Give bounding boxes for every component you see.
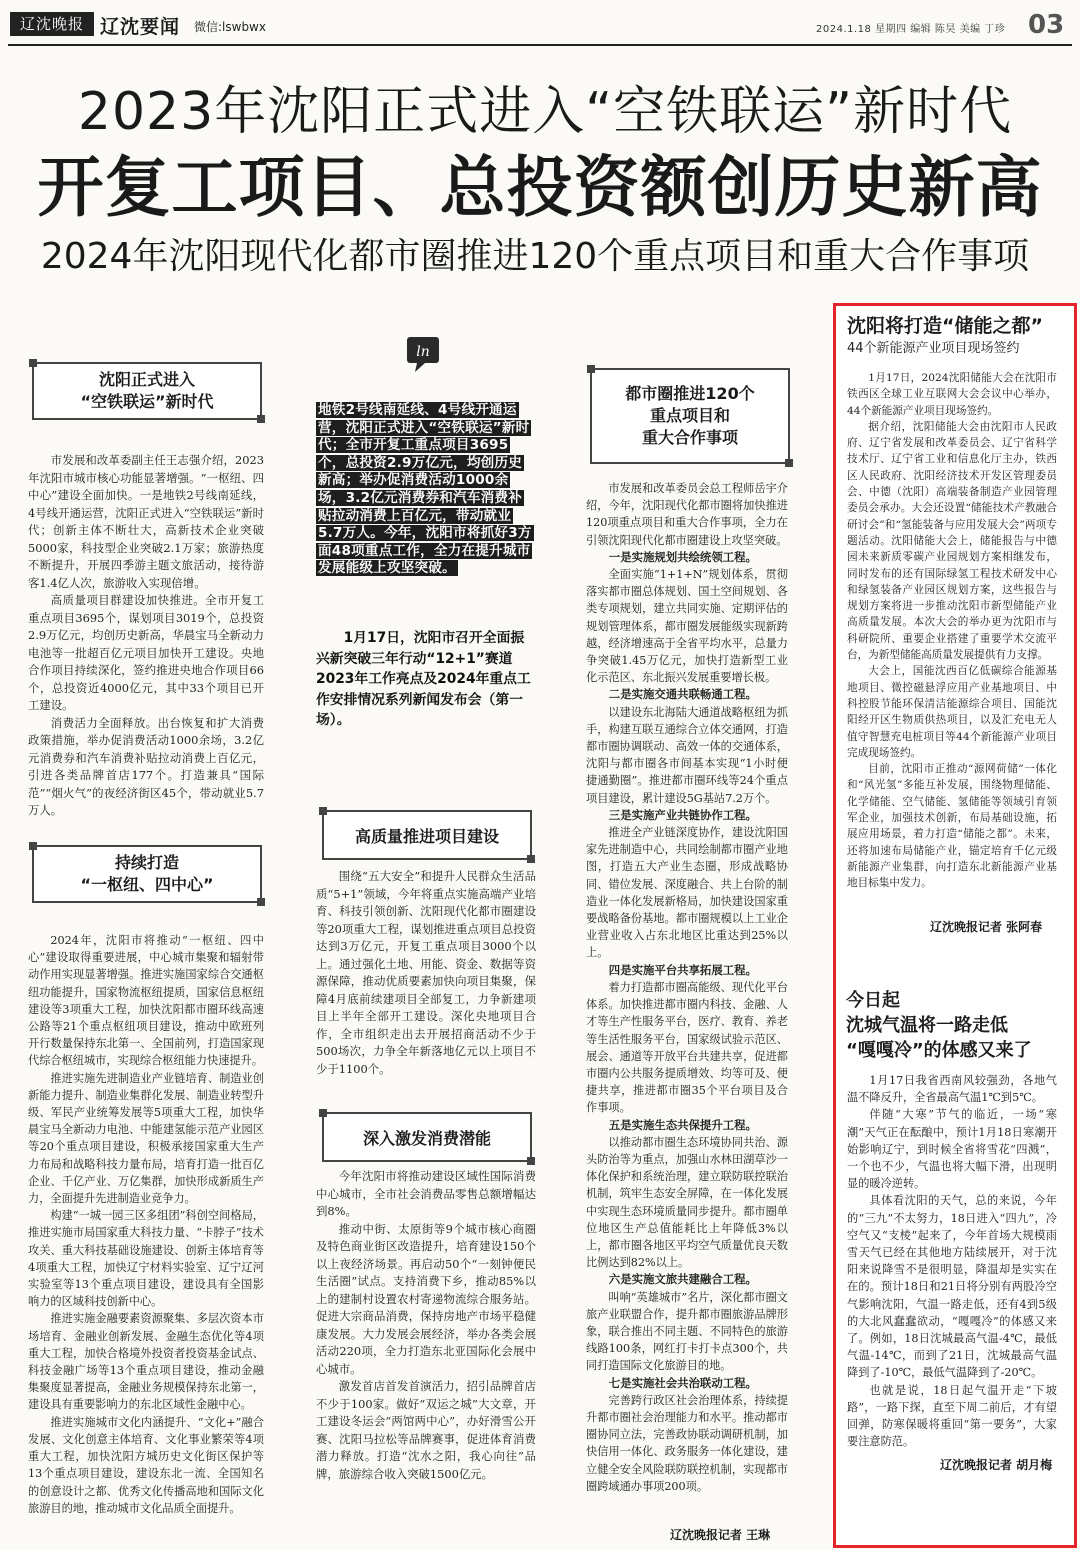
paragraph: 也就是说，18日起气温开走“下坡路”，一路下探，直至下周二前后，才有望回弹，防寒保暖将重回“第一要务”，大家要注意防范。 [847,1383,1057,1449]
section-box-line: 重大合作事项 [641,428,738,447]
byline-energy: 辽沈晚报记者 张阿春 [930,920,1043,934]
item-heading: 四是实施平台共享拓展工程。 [608,962,757,977]
masthead [0,0,1080,46]
paragraph: 市发展和改革委员会总工程师岳宇介绍，今年，沈阳现代化都市圈将加快推进120项重点项目和重大合作事项，全力在引领沈阳现代化都市圈建设上攻坚突破。 [586,482,788,547]
newspaper-logo: 辽沈晚报 [10,12,94,36]
quote-icon [405,335,445,375]
paragraph: 具体看沈阳的天气，总的来说，今年的“三九”不太努力，18日进入“四九”，冷空气又“支棱”起来了，今年首场大规模雨雪天气已经在其他地方陆续展开，对于沈阳来说降雪不是很明显，降温却是实实在在的。预计18日和21日将分别有两股冷空气影响沈阳，气温一路走低，还有4到5级的大北风蠢蠢欲动，“嘎嘎冷”的体感又来了。例如，18日沈城最高气温-4℃，最低气温-14℃，而到了21日，沈城最高气温降到了-10℃，最低气温降到了-20℃。 [847,1194,1057,1380]
paragraph: 2024年，沈阳市将推动“一枢纽、四中心”建设取得重要进展，中心城市集聚和辐射带动作用实现显著增强。推进实施国家综合交通枢纽功能提升，国家物流枢纽提质，国家信息枢纽建设等3项重大工程，加快沈阳都市圈环线高速公路等21个重点枢纽项目建设，推动中欧班列开行数量保持东北第一、全国前列，打造国家现代综合枢纽城市，实现综合枢纽能力快速提升。 [28,934,264,1068]
paragraph: 1月17日，2024沈阳储能大会在沈阳市铁西区全球工业互联网大会会议中心举办，44个新能源产业项目现场签约。 [847,372,1057,417]
section-box-consumption [322,1112,532,1162]
weather-title [846,988,1066,1063]
paragraph: 叫响“英雄城市”名片，深化都市圈文旅产业联盟合作，提升都市圈旅游品牌形象，联合推出不同主题、不同特色的旅游线路100条，网红打卡打卡点300个，共同打造国际文化旅游目的地。 [586,1290,788,1373]
paragraph: 完善跨行政区社会治理体系，持续提升都市圈社会治理能力和水平。推动都市圈协同立法，完善政协联动调研机制，加快信用一体化、政务服务一体化建设，建立健全安全风险联防联控机制，实现都市圈跨域通办事项200项。 [586,1393,788,1493]
energy-story-subtitle: 44个新能源产业项目现场签约 [847,341,1020,356]
paragraph: 着力打造都市圈高能级、现代化平台体系。加快推进都市圈内科技、金融、人才等生产性服务平台，医疗、教育、养老等生活性服务平台，国家级试验示范区、展会、通道等开放平台共建共享，促进都市圈内公共服务提质增效、均等可及、便捷共享，推进都市圈35个平台项目及合作事项。 [586,980,788,1115]
section-box-projects [322,810,532,860]
section-box-line: “空铁联运”新时代 [80,392,214,411]
paragraph: 消费活力全面释放。出台恢复和扩大消费政策措施，举办促消费活动1000余场，3.2亿元消费券和汽车消费补贴拉动消费上百亿元，引进各类品牌首店177个。打造兼具“国际范”“烟火气”的夜经济街区45个，带动就业5.7万人。 [28,715,264,817]
paragraph: 目前，沈阳市正推动“源网荷储”一体化和“风光氢”多能互补发展，围绕物理储能、化学储能、空气储能、氢储能等领域引育领军企业，加强技术创新，布局基础设施，拓展应用场景，着力打造“储能之都”。未来，还将加速布局储能产业，锚定培育千亿元级新能源产业集群，向打造东北新能源产业基地目标集中发力。 [847,763,1057,890]
paragraph: 高质量项目群建设加快推进。全市开复工重点项目3695个，谋划项目3019个，总投资2.9万亿元，均创历史新高，华晨宝马全新动力电池等一批超百亿元项目加快开工建设。央地合作项目持续深化，签约推进央地合作项目66个，总投资近4000亿元，其中33个项目已开工建设。 [28,593,264,712]
byline-col3: 辽沈晚报记者 王琳 [670,1528,771,1542]
section-box-metro [590,368,790,464]
paragraph: 大会上，国能沈西百亿低碳综合能源基地项目、微控磁悬浮应用产业基地项目、中科控股节能环保清洁能源综合项目、国能沈阳经开区生物质供热项目，以及汇充电无人值守智慧充电桩项目等44个新能源产业项目完成现场签约。 [847,665,1057,759]
paragraph: 据介绍，沈阳储能大会由沈阳市人民政府、辽宁省发展和改革委员会、辽宁省科学技术厅、辽宁省工业和信息化厅主办，铁西区人民政府、沈阳经济技术开发区管理委员会、中德（沈阳）高端装备制造产业园管理委员会承办。大会还设置“储能技术产教融合研讨会”和“氢能装备与应用发展大会”两项专题活动。沈阳储能大会上，储能报告与中德园未来新质零碳产业园规划方案相继发布，同时发布的还有国际绿氢工程技术研发中心和绿氢装备产业园区规划方案，这些报告与规划方案将进一步推动沈阳市新型储能产业高质量发展。本次大会的举办更为沈阳市与科研院所、重要企业搭建了重要学术交流平台，为新型储能高质量发展提供有力支撑。 [847,420,1057,662]
col3-text [586,480,788,1495]
section-box-line: 都市圈推进120个 [625,384,755,403]
section-box-line: 持续打造 [114,853,179,872]
weather-text [847,1072,1057,1450]
col1-text-b [28,932,264,1517]
item-heading: 三是实施产业共链协作工程。 [608,807,757,822]
section-box-line: 高质量推进项目建设 [354,826,499,846]
headline-top: 2023年沈阳正式进入“空铁联运”新时代 [77,82,1013,142]
byline-weather: 辽沈晚报记者 胡月梅 [940,1458,1053,1472]
paragraph: 推进实施先进制造业产业链培育、制造业创新能力提升、制造业集群化发展、制造业转型升级、军民产业统筹发展等5项重大工程，加快华晨宝马全新动力电池、中能建氢能示范产业园区等20个重点项目建设，积极承接国家重大生产力布局和战略科技力量布局，培育打造一批百亿企业、千亿产业、万亿集群，加快形成新质生产力，全面提升先进制造业竞争力。 [28,1071,264,1206]
section-name: 辽沈要闻 [100,16,181,38]
page-number: 03 [1028,10,1065,40]
paragraph: 伴随“大寒”节气的临近，一场“寒潮”天气正在酝酿中，预计1月18日寒潮开始影响辽宁，到时候全省将雪花“四溅”，一个也不少，气温也将大幅下滑，出现明显的暖冷逆转。 [847,1108,1057,1191]
section-box-line: 深入激发消费潜能 [362,1128,491,1148]
item-heading: 一是实施规划共绘统领工程。 [608,549,757,564]
paragraph: 激发首店首发首演活力，招引品牌首店不少于100家。做好“双运之城”大文章，开工建设冬运会“两馆两中心”，办好滑雪公开赛、沈阳马拉松等品牌赛事，促进体育消费潜力释放。打造“沈水之阳，我心向往”品牌，旅游综合收入突破1500亿元。 [316,1379,536,1481]
energy-story-title: 沈阳将打造“储能之都” [847,315,1043,337]
energy-story-text [847,370,1057,892]
section-box-line: 重点项目和 [649,406,730,425]
item-heading: 五是实施生态共保提升工程。 [608,1117,757,1132]
lead-body-text: 1月17日，沈阳市召开全面振兴新突破三年行动“12+1”赛道2023年工作亮点及2024年重点工作安排情况系列新闻发布会（第一场）。 [316,630,531,728]
wechat-id: 微信:lswbwx [194,20,266,34]
lead-highlight [316,402,534,578]
paragraph: 推进实施城市文化内涵提升、“文化+”融合发展、文化创意主体培育、文化事业繁荣等4项重大工程，加快沈阳方城历史文化街区保护等13个重点项目建设，建设东北一流、全国知名的创意设计之都、优秀文化传播高地和国际文化旅游目的地，推动城市文化品质全面提升。 [28,1415,264,1515]
paragraph: 构建“一城一园三区多组团”科创空间格局，推进实施市局国家重大科技力量、“卡脖子”技术攻关、重大科技基础设施建设、创新主体培育等4项重大工程，加快辽宁材料实验室、辽宁辽河实验室等13个重点项目建设，建设具有全国影响力的区域科技创新中心。 [28,1209,264,1309]
col1-text-a [28,452,264,820]
paragraph: 全面实施“1+1+N”规划体系，贯彻落实都市圈总体规划、国土空间规划、各类专项规划，建立共同实施、定期评估的规划管理体系，都市圈发展能级实现新跨越，经济增速高于全省平均水平，总量力争突破1.45万亿元，加快打造新型工业化示范区、东北振兴发展重要增长极。 [586,568,788,685]
lead-body [316,628,534,731]
col2-text-a [316,868,536,1078]
paragraph: 今年沈阳市将推动建设区域性国际消费中心城市，全市社会消费品零售总额增幅达到8%。 [316,1169,536,1218]
weather-title-line: “嘎嘎冷”的体感又来了 [846,1040,1032,1061]
paragraph: 以建设东北海陆大通道战略枢纽为抓手，构建互联互通综合立体交通网，打造都市圈协调联动、高效一体的交通体系，沈阳与都市圈各市间基本实现“1小时便捷通勤圈”。推进都市圈环线等24个重点项目建设，累计建设5G基站7.2万个。 [586,705,788,805]
lead-highlight-text: 地铁2号线南延线、4号线开通运营，沈阳正式进入“空铁联运”新时代；全市开复工重点项目3695个，总投资2.9万亿元，均创历史新高；举办促消费活动1000余场，3.2亿元消费券和汽车消费补贴拉动消费上百亿元，带动就业5.7万人。今年，沈阳市将抓好3方面48项重点工作，全力在提升城市发展能级上攻坚突破。 [318,402,532,577]
section-box-line: “一枢纽、四中心” [80,875,214,894]
col2-text-b [316,1168,536,1483]
header-rule [8,44,1072,46]
issue-info: 2024.1.18 星期四 编辑 陈昊 美编 丁珍 [816,24,1006,35]
weather-title-line: 沈城气温将一路走低 [846,1015,1008,1036]
weather-title-line: 今日起 [846,990,900,1011]
item-heading: 二是实施交通共联畅通工程。 [608,687,757,702]
paragraph: 市发展和改革委副主任王志强介绍，2023年沈阳市城市核心功能显著增强。“一枢纽、四中心”建设全面加快。一是地铁2号线南延线，4号线开通运营，沈阳正式进入“空铁联运”新时代；创新主体不断壮大，高新技术企业突破5000家，科技型企业突破2.1万家；旅游热度不断提升，开展四季游主题文旅活动，接待游客1.4亿人次，旅游收入实现倍增。 [28,453,264,590]
paragraph: 围绕“五大安全”和提升人民群众生活品质“5+1”领域，今年将重点实施高端产业培育、科技引领创新、沈阳现代化都市圈建设等20项重大工程，谋划推进重点项目总投资达到3万亿元，开复工重点项目3000个以上。通过强化土地、用能、资金、数据等资源保障，推动优质要素加快向项目集聚，保障4月底前续建项目全部复工，力争新建项目上半年全部开工建设。深化央地项目合作，全市组织走出去开展招商活动不少于500场次，力争全年新落地亿元以上项目不少于1100个。 [316,869,536,1076]
item-heading: 七是实施社会共治联动工程。 [608,1375,757,1390]
paragraph: 推动中街、太原街等9个城市核心商圈及特色商业街区改造提升，培育建设150个以上夜经济场景。再启动50个“一刻钟便民生活圈”试点。支持消费下乡，推动85%以上的建制村设置农村寄递物流综合服务站。促进大宗商品消费，保持房地产市场平稳健康发展。大力发展会展经济，举办各类会展活动220项，全力打造东北亚国际化会展中心城市。 [316,1221,536,1376]
headline-sub: 2024年沈阳现代化都市圈推进120个重点项目和重大合作事项 [40,236,1030,277]
paragraph: 推进实施金融要素资源聚集、多层次资本市场培育、金融业创新发展、金融生态优化等4项重大工程，加快合格境外投资者投资基金试点、科技金融广场等13个重点项目建设，推动金融集聚度显著提高，金融业务规模保持东北第一，建设具有重要影响力的东北区域性金融中心。 [28,1312,264,1412]
section-box-hub [32,845,262,903]
paragraph: 以推动都市圈生态环境协同共治、源头防治等为重点，加强山水林田湖草沙一体化保护和系统治理，建立联防联控联治机制，筑牢生态安全屏障，在一体化发展中实现生态环境质量同步提升。都市圈单位地区生产总值能耗比上年降低3%以上，都市圈各地区平均空气质量优良天数比例达到82%以上。 [586,1135,788,1270]
headline-main: 开复工项目、总投资额创历史新高 [37,149,1043,226]
paragraph: 推进全产业链深度协作，建设沈阳国家先进制造中心，共同绘制都市圈产业地图，打造五大产业生态圈，形成战略协同、错位发展、深度融合、共上台阶的制造业一体化发展新格局，加快建设国家重要战略备份基地。都市圈规模以上工业企业营业收入占东北地区比重达到25%以上。 [586,826,788,960]
paragraph: 1月17日我省西南风较强劲，各地气温不降反升，全省最高气温1℃到5℃。 [847,1074,1057,1105]
svg-text:ln: ln [416,344,430,360]
section-box-air-rail [32,362,262,420]
section-box-line: 沈阳正式进入 [98,370,195,389]
item-heading: 六是实施文旅共建融合工程。 [608,1272,757,1287]
